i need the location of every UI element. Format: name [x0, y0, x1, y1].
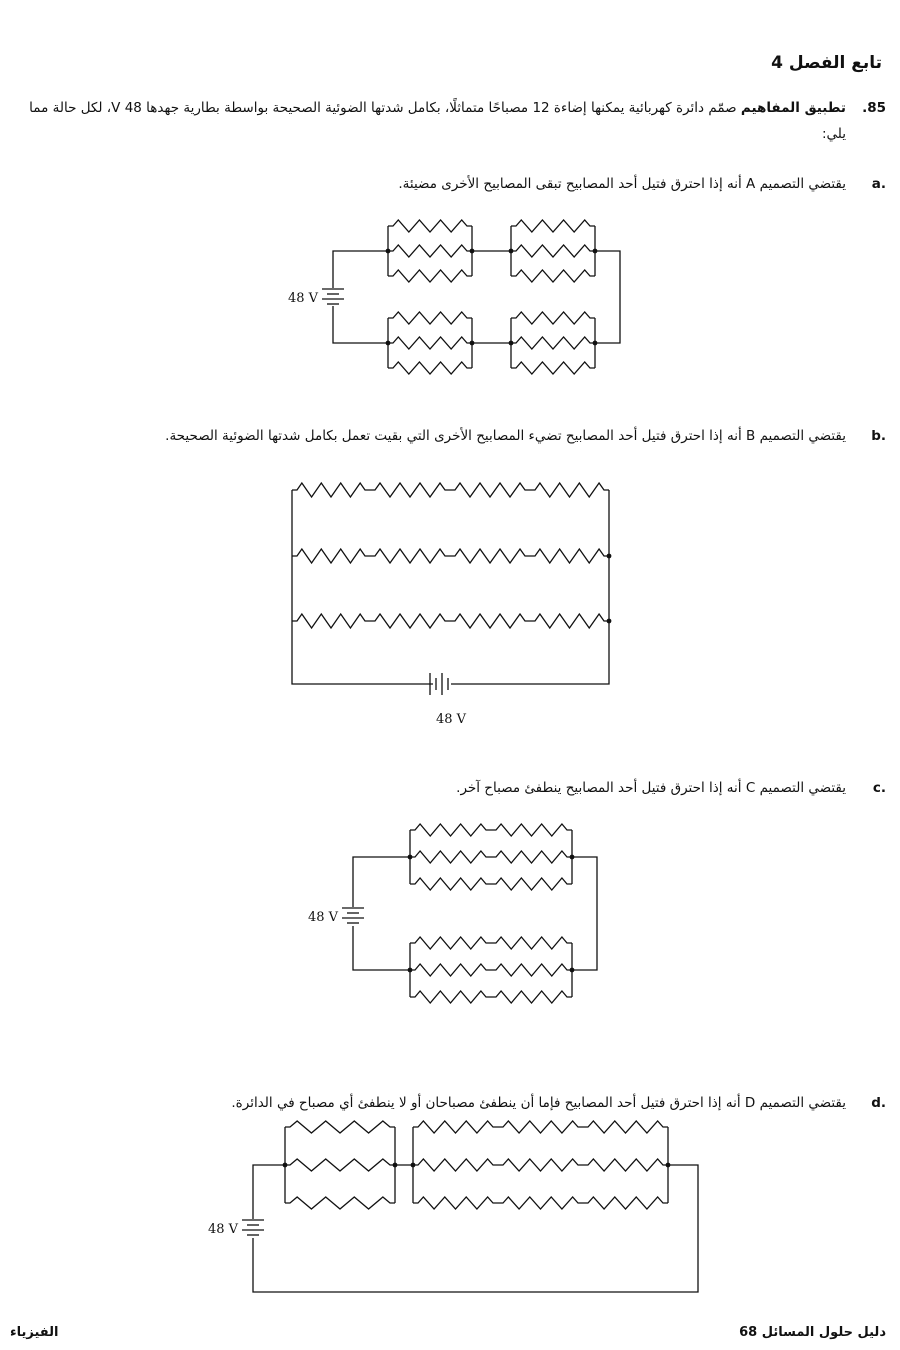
chapter-heading: تابع الفصل 4: [771, 53, 882, 73]
part-c-letter: c.: [872, 780, 886, 796]
lamp-resistor: [413, 1197, 498, 1209]
lamp-resistor: [450, 614, 530, 628]
lamp-resistor: [511, 270, 595, 282]
wire: [353, 926, 410, 970]
question-number: .85: [862, 100, 886, 116]
lamp-resistor: [583, 1197, 668, 1209]
part-b-letter: b.: [871, 428, 886, 444]
lamp-resistor: [498, 1121, 583, 1133]
junction-dot: [509, 341, 514, 346]
wire: [451, 490, 609, 684]
part-c-text: يقتضي التصميم C أنه إذا احترق فتيل أحد المصابيح ينطفئ مصباح آخر.: [456, 780, 846, 796]
page-footer-subject: الفيزياء: [10, 1325, 59, 1340]
wire: [572, 857, 597, 970]
guide-title: دليل حلول المسائل: [761, 1325, 886, 1340]
question-lead: تطبيق المفاهيم: [740, 100, 846, 116]
lamp-resistor: [530, 483, 609, 497]
lamp-resistor: [410, 937, 491, 949]
wire: [253, 1165, 285, 1219]
lamp-resistor: [583, 1159, 668, 1171]
battery-label: 48 V: [435, 712, 467, 727]
part-d-letter: d.: [871, 1095, 886, 1111]
lamp-resistor: [511, 337, 595, 349]
junction-dot: [411, 1163, 416, 1168]
lamp-resistor: [491, 824, 572, 836]
question-85: [4, 95, 886, 147]
circuit-diagram-d: [195, 1112, 710, 1297]
lamp-resistor: [413, 1121, 498, 1133]
lamp-resistor: [410, 851, 491, 863]
battery-label: 48 V: [207, 1222, 238, 1237]
lamp-resistor: [292, 614, 370, 628]
wire: [595, 251, 620, 343]
part-b-text: يقتضي التصميم B أنه إذا احترق فتيل أحد المصابيح تضيء المصابيح الأخرى التي بقيت تعمل بكامل شدتها الضوئية الصحيحة.: [165, 428, 846, 444]
circuit-diagram-c: [295, 810, 615, 1020]
battery-label: 48 V: [307, 910, 338, 925]
junction-dot: [607, 619, 612, 624]
lamp-resistor: [388, 220, 472, 232]
lamp-resistor: [511, 312, 595, 324]
part-b: [4, 423, 886, 449]
junction-dot: [509, 249, 514, 254]
wire: [333, 251, 388, 288]
lamp-resistor: [491, 878, 572, 890]
lamp-resistor: [511, 362, 595, 374]
junction-dot: [470, 249, 475, 254]
part-a: [4, 171, 886, 197]
lamp-resistor: [491, 937, 572, 949]
lamp-resistor: [370, 549, 450, 563]
lamp-resistor: [388, 245, 472, 257]
lamp-resistor: [491, 851, 572, 863]
lamp-resistor: [388, 270, 472, 282]
page-number: 68: [739, 1325, 758, 1340]
part-c: [4, 775, 886, 801]
lamp-resistor: [530, 614, 609, 628]
lamp-resistor: [530, 549, 609, 563]
junction-dot: [393, 1163, 398, 1168]
lamp-resistor: [388, 362, 472, 374]
part-a-text: يقتضي التصميم A أنه إذا احترق فتيل أحد المصابيح تبقى المصابيح الأخرى مضيئة.: [398, 176, 846, 192]
battery-label: 48 V: [287, 291, 318, 306]
junction-dot: [607, 554, 612, 559]
lamp-resistor: [410, 991, 491, 1003]
lamp-resistor: [285, 1121, 395, 1133]
wire: [333, 306, 388, 343]
lamp-resistor: [511, 220, 595, 232]
lamp-resistor: [450, 483, 530, 497]
part-d-text: يقتضي التصميم D أنه إذا احترق فتيل أحد المصابيح فإما أن ينطفئ مصباحان أو لا ينطفئ أي مصباح في الدائرة.: [231, 1095, 846, 1111]
lamp-resistor: [450, 549, 530, 563]
lamp-resistor: [388, 337, 472, 349]
lamp-resistor: [498, 1197, 583, 1209]
lamp-resistor: [498, 1159, 583, 1171]
lamp-resistor: [292, 483, 370, 497]
lamp-resistor: [285, 1159, 395, 1171]
lamp-resistor: [413, 1159, 498, 1171]
lamp-resistor: [491, 964, 572, 976]
junction-dot: [470, 341, 475, 346]
part-a-letter: a.: [871, 176, 886, 192]
lamp-resistor: [388, 312, 472, 324]
wire: [253, 1165, 698, 1292]
lamp-resistor: [491, 991, 572, 1003]
lamp-resistor: [285, 1197, 395, 1209]
lamp-resistor: [370, 614, 450, 628]
lamp-resistor: [370, 483, 450, 497]
wire: [292, 490, 433, 684]
question-text: صمّم دائرة كهربائية يمكنها إضاءة 12 مصباحًا متماثلًا، بكامل شدتها الضوئية الصحيحة بواسطة بطارية جهدها 48 V، لكل حالة مما يلي:: [29, 100, 846, 142]
page-footer-right: [725, 1325, 886, 1340]
lamp-resistor: [410, 878, 491, 890]
circuit-diagram-a: [270, 205, 630, 380]
circuit-diagram-b: [280, 475, 625, 735]
wire: [353, 857, 410, 907]
lamp-resistor: [511, 245, 595, 257]
lamp-resistor: [583, 1121, 668, 1133]
lamp-resistor: [292, 549, 370, 563]
lamp-resistor: [410, 824, 491, 836]
lamp-resistor: [410, 964, 491, 976]
